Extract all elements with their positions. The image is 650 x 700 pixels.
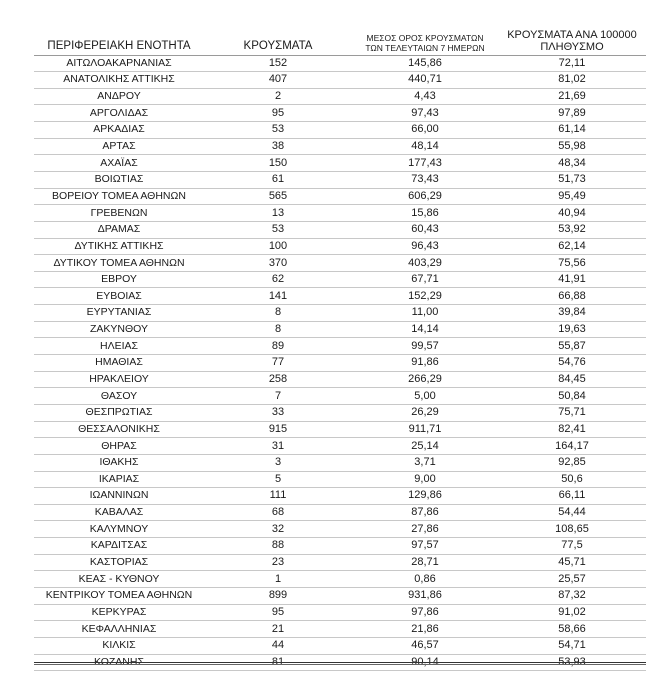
seven-day-average-cell: 87,86 (352, 504, 498, 521)
seven-day-average-cell: 97,43 (352, 105, 498, 122)
cases-cell: 31 (204, 438, 352, 455)
region-cell: ΚΕΝΤΡΙΚΟΥ ΤΟΜΕΑ ΑΘΗΝΩΝ (34, 588, 204, 605)
table-row (34, 255, 646, 272)
region-cell: ΒΟΡΕΙΟΥ ΤΟΜΕΑ ΑΘΗΝΩΝ (34, 188, 204, 205)
region-cell: ΘΕΣΣΑΛΟΝΙΚΗΣ (34, 421, 204, 438)
cases-per-100k-cell: 91,02 (498, 604, 646, 621)
table-row (34, 105, 646, 122)
region-cell: ΑΡΚΑΔΙΑΣ (34, 122, 204, 139)
region-cell: ΗΜΑΘΙΑΣ (34, 355, 204, 372)
region-cell: ΔΥΤΙΚΗΣ ΑΤΤΙΚΗΣ (34, 238, 204, 255)
cases-per-100k-cell: 41,91 (498, 271, 646, 288)
cases-per-100k-cell: 51,73 (498, 171, 646, 188)
cases-cell: 33 (204, 404, 352, 421)
table-row (34, 321, 646, 338)
table-row (34, 288, 646, 305)
cases-per-100k-cell: 50,6 (498, 471, 646, 488)
region-cell: ΑΙΤΩΛΟΑΚΑΡΝΑΝΙΑΣ (34, 55, 204, 72)
cases-per-100k-cell: 48,34 (498, 155, 646, 172)
table-row (34, 88, 646, 105)
region-cell: ΑΧΑΪΑΣ (34, 155, 204, 172)
column-header-cases: ΚΡΟΥΣΜΑΤΑ (204, 24, 352, 55)
seven-day-average-cell: 911,71 (352, 421, 498, 438)
table-row (34, 55, 646, 72)
cases-cell: 8 (204, 321, 352, 338)
cases-per-100k-cell: 39,84 (498, 305, 646, 322)
table-row (34, 571, 646, 588)
region-cell: ΙΘΑΚΗΣ (34, 454, 204, 471)
cases-per-100k-cell: 66,88 (498, 288, 646, 305)
region-cell: ΘΗΡΑΣ (34, 438, 204, 455)
region-cell: ΚΑΡΔΙΤΣΑΣ (34, 538, 204, 555)
seven-day-average-cell: 5,00 (352, 388, 498, 405)
column-header-cases-per-100k (498, 24, 646, 55)
seven-day-average-cell: 266,29 (352, 371, 498, 388)
column-header-7day-average-line1: ΜΕΣΟΣ ΟΡΟΣ ΚΡΟΥΣΜΑΤΩΝ (366, 32, 484, 43)
region-cell: ΑΝΔΡΟΥ (34, 88, 204, 105)
cases-per-100k-cell: 55,98 (498, 138, 646, 155)
seven-day-average-cell: 177,43 (352, 155, 498, 172)
cases-per-100k-cell: 108,65 (498, 521, 646, 538)
cases-cell: 68 (204, 504, 352, 521)
cases-per-100k-cell: 75,56 (498, 255, 646, 272)
table-row (34, 471, 646, 488)
table-row (34, 504, 646, 521)
cases-per-100k-cell: 54,44 (498, 504, 646, 521)
region-cell: ΒΟΙΩΤΙΑΣ (34, 171, 204, 188)
seven-day-average-cell: 931,86 (352, 588, 498, 605)
cases-cell: 565 (204, 188, 352, 205)
cases-cell: 77 (204, 355, 352, 372)
region-cell: ΙΚΑΡΙΑΣ (34, 471, 204, 488)
cases-cell: 258 (204, 371, 352, 388)
seven-day-average-cell: 25,14 (352, 438, 498, 455)
seven-day-average-cell: 15,86 (352, 205, 498, 222)
seven-day-average-cell: 91,86 (352, 355, 498, 372)
column-header-7day-average (352, 24, 498, 55)
table-row (34, 588, 646, 605)
region-cell: ΗΡΑΚΛΕΙΟΥ (34, 371, 204, 388)
cases-cell: 13 (204, 205, 352, 222)
column-header-cases-per-100k-line2: ΠΛΗΘΥΣΜΟ (540, 40, 604, 53)
cases-cell: 53 (204, 122, 352, 139)
cases-cell: 111 (204, 488, 352, 505)
cases-cell: 8 (204, 305, 352, 322)
column-header-7day-average-line2: ΤΩΝ ΤΕΛΕΥΤΑΙΩΝ 7 ΗΜΕΡΩΝ (365, 42, 485, 53)
seven-day-average-cell: 26,29 (352, 404, 498, 421)
cases-per-100k-cell: 82,41 (498, 421, 646, 438)
region-cell: ΑΝΑΤΟΛΙΚΗΣ ΑΤΤΙΚΗΣ (34, 72, 204, 89)
seven-day-average-cell: 14,14 (352, 321, 498, 338)
seven-day-average-cell: 129,86 (352, 488, 498, 505)
cases-per-100k-cell: 92,85 (498, 454, 646, 471)
cases-per-100k-cell: 62,14 (498, 238, 646, 255)
table-row (34, 155, 646, 172)
table-row (34, 271, 646, 288)
seven-day-average-cell: 0,86 (352, 571, 498, 588)
cases-per-100k-cell: 66,11 (498, 488, 646, 505)
seven-day-average-cell: 403,29 (352, 255, 498, 272)
cases-cell: 370 (204, 255, 352, 272)
table-header (34, 24, 646, 55)
table-row (34, 554, 646, 571)
region-cell: ΕΒΡΟΥ (34, 271, 204, 288)
seven-day-average-cell: 97,57 (352, 538, 498, 555)
cases-per-100k-cell: 164,17 (498, 438, 646, 455)
table-row (34, 138, 646, 155)
region-cell: ΓΡΕΒΕΝΩΝ (34, 205, 204, 222)
cases-cell: 915 (204, 421, 352, 438)
region-cell: ΚΑΒΑΛΑΣ (34, 504, 204, 521)
seven-day-average-cell: 9,00 (352, 471, 498, 488)
cases-cell: 38 (204, 138, 352, 155)
cases-cell: 1 (204, 571, 352, 588)
cases-cell: 152 (204, 55, 352, 72)
cases-cell: 7 (204, 388, 352, 405)
seven-day-average-cell: 145,86 (352, 55, 498, 72)
cases-per-100k-cell: 72,11 (498, 55, 646, 72)
seven-day-average-cell: 11,00 (352, 305, 498, 322)
table-row (34, 338, 646, 355)
covid-cases-table (34, 24, 646, 671)
seven-day-average-cell: 606,29 (352, 188, 498, 205)
cases-per-100k-cell: 53,92 (498, 221, 646, 238)
bottom-rule-secondary (34, 664, 646, 665)
cases-cell: 44 (204, 637, 352, 654)
seven-day-average-cell: 152,29 (352, 288, 498, 305)
region-cell: ΚΑΣΤΟΡΙΑΣ (34, 554, 204, 571)
table-row (34, 355, 646, 372)
bottom-rule (34, 662, 646, 663)
cases-cell: 100 (204, 238, 352, 255)
header-row (34, 24, 646, 55)
cases-cell: 89 (204, 338, 352, 355)
cases-per-100k-cell: 61,14 (498, 122, 646, 139)
region-cell: ΚΕΑΣ - ΚΥΘΝΟΥ (34, 571, 204, 588)
table-row (34, 521, 646, 538)
seven-day-average-cell: 4,43 (352, 88, 498, 105)
cases-per-100k-cell: 25,57 (498, 571, 646, 588)
cases-per-100k-cell: 87,32 (498, 588, 646, 605)
cases-per-100k-cell: 97,89 (498, 105, 646, 122)
column-header-region: ΠΕΡΙΦΕΡΕΙΑΚΗ ΕΝΟΤΗΤΑ (34, 24, 204, 55)
seven-day-average-cell: 46,57 (352, 637, 498, 654)
seven-day-average-cell: 21,86 (352, 621, 498, 638)
table-row (34, 421, 646, 438)
region-cell: ΔΥΤΙΚΟΥ ΤΟΜΕΑ ΑΘΗΝΩΝ (34, 255, 204, 272)
cases-per-100k-cell: 55,87 (498, 338, 646, 355)
seven-day-average-cell: 97,86 (352, 604, 498, 621)
region-cell: ΚΑΛΥΜΝΟΥ (34, 521, 204, 538)
region-cell: ΘΑΣΟΥ (34, 388, 204, 405)
cases-per-100k-cell: 54,76 (498, 355, 646, 372)
table-row (34, 454, 646, 471)
table-row (34, 171, 646, 188)
cases-per-100k-cell: 84,45 (498, 371, 646, 388)
table-row (34, 538, 646, 555)
table-row (34, 404, 646, 421)
seven-day-average-cell: 48,14 (352, 138, 498, 155)
cases-per-100k-cell: 58,66 (498, 621, 646, 638)
cases-cell: 95 (204, 105, 352, 122)
region-cell: ΘΕΣΠΡΩΤΙΑΣ (34, 404, 204, 421)
cases-per-100k-cell: 81,02 (498, 72, 646, 89)
cases-cell: 21 (204, 621, 352, 638)
cases-per-100k-cell: 75,71 (498, 404, 646, 421)
cases-cell: 61 (204, 171, 352, 188)
table-row (34, 238, 646, 255)
region-cell: ΕΥΡΥΤΑΝΙΑΣ (34, 305, 204, 322)
cases-cell: 2 (204, 88, 352, 105)
seven-day-average-cell: 440,71 (352, 72, 498, 89)
cases-per-100k-cell: 54,71 (498, 637, 646, 654)
cases-per-100k-cell: 77,5 (498, 538, 646, 555)
table-body (34, 55, 646, 671)
table-row (34, 488, 646, 505)
table-row (34, 621, 646, 638)
region-cell: ΚΙΛΚΙΣ (34, 637, 204, 654)
seven-day-average-cell: 27,86 (352, 521, 498, 538)
cases-cell: 3 (204, 454, 352, 471)
region-cell: ΖΑΚΥΝΘΟΥ (34, 321, 204, 338)
cases-per-100k-cell: 40,94 (498, 205, 646, 222)
region-cell: ΔΡΑΜΑΣ (34, 221, 204, 238)
table-row (34, 205, 646, 222)
seven-day-average-cell: 96,43 (352, 238, 498, 255)
cases-cell: 141 (204, 288, 352, 305)
region-cell: ΑΡΤΑΣ (34, 138, 204, 155)
cases-cell: 53 (204, 221, 352, 238)
table-row (34, 188, 646, 205)
table-row (34, 637, 646, 654)
table-row (34, 122, 646, 139)
cases-cell: 88 (204, 538, 352, 555)
cases-cell: 5 (204, 471, 352, 488)
seven-day-average-cell: 60,43 (352, 221, 498, 238)
cases-per-100k-cell: 19,63 (498, 321, 646, 338)
region-cell: ΕΥΒΟΙΑΣ (34, 288, 204, 305)
cases-cell: 150 (204, 155, 352, 172)
table-row (34, 305, 646, 322)
table-row (34, 221, 646, 238)
region-cell: ΚΕΦΑΛΛΗΝΙΑΣ (34, 621, 204, 638)
table-row (34, 604, 646, 621)
table-row (34, 438, 646, 455)
cases-cell: 95 (204, 604, 352, 621)
seven-day-average-cell: 28,71 (352, 554, 498, 571)
cases-per-100k-cell: 21,69 (498, 88, 646, 105)
cases-per-100k-cell: 95,49 (498, 188, 646, 205)
region-cell: ΚΕΡΚΥΡΑΣ (34, 604, 204, 621)
cases-cell: 32 (204, 521, 352, 538)
seven-day-average-cell: 73,43 (352, 171, 498, 188)
cases-per-100k-cell: 50,84 (498, 388, 646, 405)
seven-day-average-cell: 3,71 (352, 454, 498, 471)
seven-day-average-cell: 66,00 (352, 122, 498, 139)
table-row (34, 388, 646, 405)
cases-cell: 407 (204, 72, 352, 89)
seven-day-average-cell: 99,57 (352, 338, 498, 355)
table-row (34, 72, 646, 89)
table-row (34, 371, 646, 388)
column-header-cases-per-100k-line1: ΚΡΟΥΣΜΑΤΑ ΑΝΑ 100000 (507, 28, 637, 41)
region-cell: ΗΛΕΙΑΣ (34, 338, 204, 355)
region-cell: ΙΩΑΝΝΙΝΩΝ (34, 488, 204, 505)
cases-cell: 899 (204, 588, 352, 605)
seven-day-average-cell: 67,71 (352, 271, 498, 288)
cases-cell: 62 (204, 271, 352, 288)
cases-cell: 23 (204, 554, 352, 571)
cases-per-100k-cell: 45,71 (498, 554, 646, 571)
region-cell: ΑΡΓΟΛΙΔΑΣ (34, 105, 204, 122)
